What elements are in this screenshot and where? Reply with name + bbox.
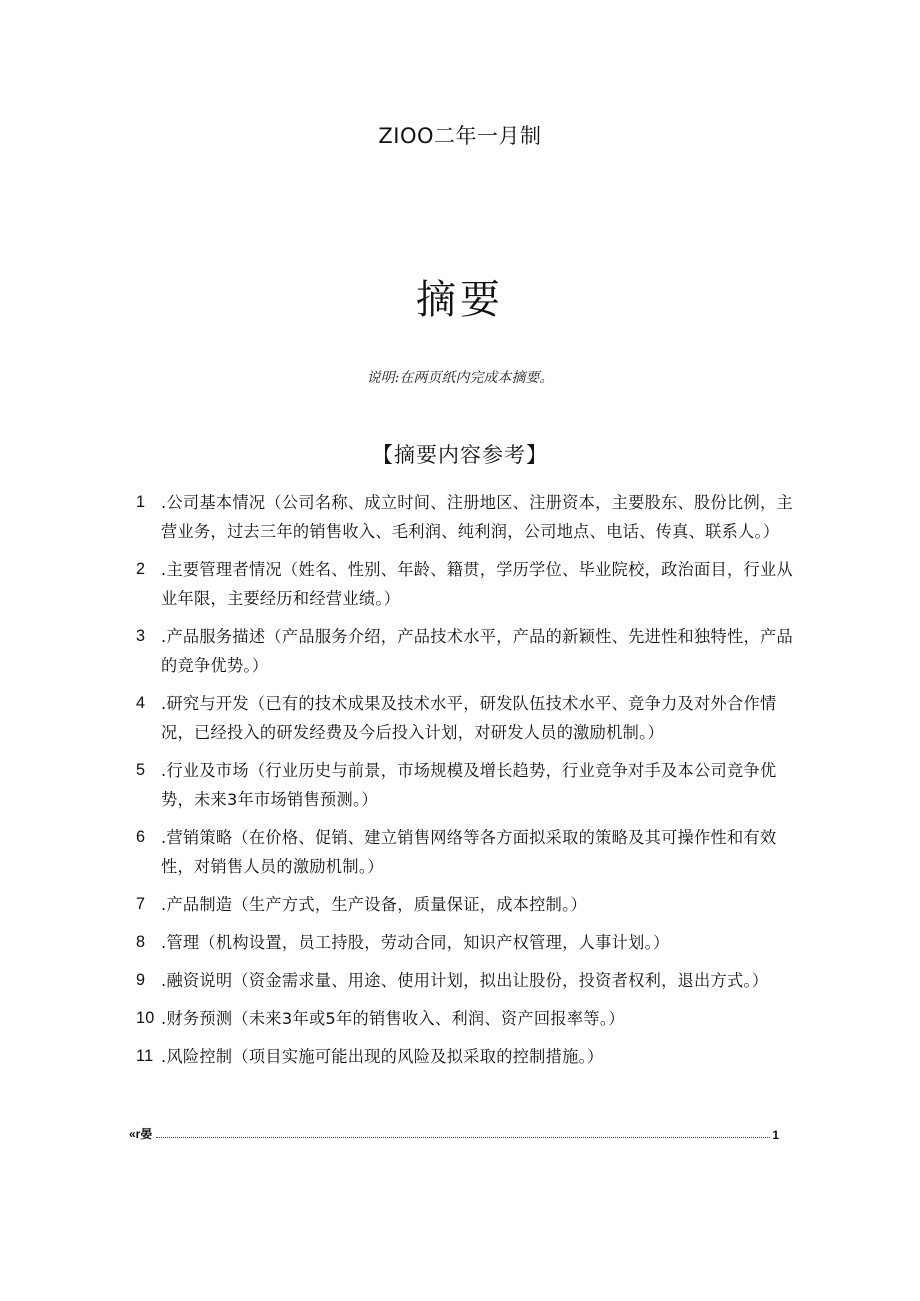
list-item-text: .营销策略（在价格、促销、建立销售网络等各方面拟采取的策略及其可操作性和有效性，对销售人员的激励机制。） (161, 828, 777, 876)
list-item (136, 1042, 796, 1071)
list-item-text: .产品服务描述（产品服务介绍，产品技术水平，产品的新颖性、先进性和独特性，产品的竞争优势。） (161, 627, 793, 675)
summary-reference-list (136, 488, 796, 1080)
list-item-text: .管理（机构设置，员工持股，劳动合同，知识产权管理，人事计划。） (161, 933, 670, 952)
list-item-text: .研究与开发（已有的技术成果及技术水平，研发队伍技术水平、竞争力及对外合作情况，已经投入的研发经费及今后投入计划，对研发人员的激励机制。） (161, 694, 777, 742)
list-item-number: 6 (136, 828, 146, 846)
document-date: ZIOO二年一月制 (378, 124, 542, 148)
list-item-number: 4 (136, 694, 146, 712)
dotted-leader (156, 1136, 770, 1138)
list-item-number: 8 (136, 933, 146, 951)
list-item-number: 2 (136, 560, 146, 578)
page-number: 1 (772, 1128, 779, 1142)
footer-label: «r晏 (129, 1127, 153, 1141)
list-item (136, 966, 796, 995)
list-item (136, 890, 796, 919)
list-item (136, 928, 796, 957)
list-item (136, 689, 796, 747)
page-title: 摘要 (416, 277, 504, 323)
toc-footer-line (129, 1122, 779, 1142)
list-item-text: .行业及市场（行业历史与前景，市场规模及增长趋势，行业竞争对手及本公司竞争优势，未来3年市场销售预测。） (161, 761, 777, 809)
list-item-number: 1 (136, 493, 146, 511)
list-item-text: .公司基本情况（公司名称、成立时间、注册地区、注册资本，主要股东、股份比例，主营业务，过去三年的销售收入、毛利润、纯利润，公司地点、电话、传真、联系人。） (161, 493, 793, 541)
list-item-text: .风险控制（项目实施可能出现的风险及拟采取的控制措施。） (161, 1047, 604, 1066)
list-item (136, 555, 796, 613)
list-item-number: 5 (136, 761, 146, 779)
list-item (136, 1004, 796, 1033)
instruction-note: 说明:在两页纸内完成本摘要。 (366, 370, 554, 386)
list-item-text: .主要管理者情况（姓名、性别、年龄、籍贯，学历学位、毕业院校，政治面目，行业从业年限，主要经历和经营业绩。） (161, 560, 793, 608)
list-item (136, 756, 796, 814)
list-item-number: 7 (136, 895, 146, 913)
section-heading: 【摘要内容参考】 (372, 443, 548, 467)
list-item (136, 488, 796, 546)
list-item-number: 10 (136, 1009, 155, 1027)
list-item-number: 11 (136, 1047, 154, 1065)
list-item-text: .财务预测（未来3年或5年的销售收入、利润、资产回报率等。） (161, 1009, 625, 1028)
list-item-number: 9 (136, 971, 146, 989)
list-item-number: 3 (136, 627, 146, 645)
list-item (136, 823, 796, 881)
list-item-text: .融资说明（资金需求量、用途、使用计划，拟出让股份，投资者权利，退出方式。） (161, 971, 769, 990)
list-item (136, 622, 796, 680)
list-item-text: .产品制造（生产方式，生产设备，质量保证，成本控制。） (161, 895, 588, 914)
